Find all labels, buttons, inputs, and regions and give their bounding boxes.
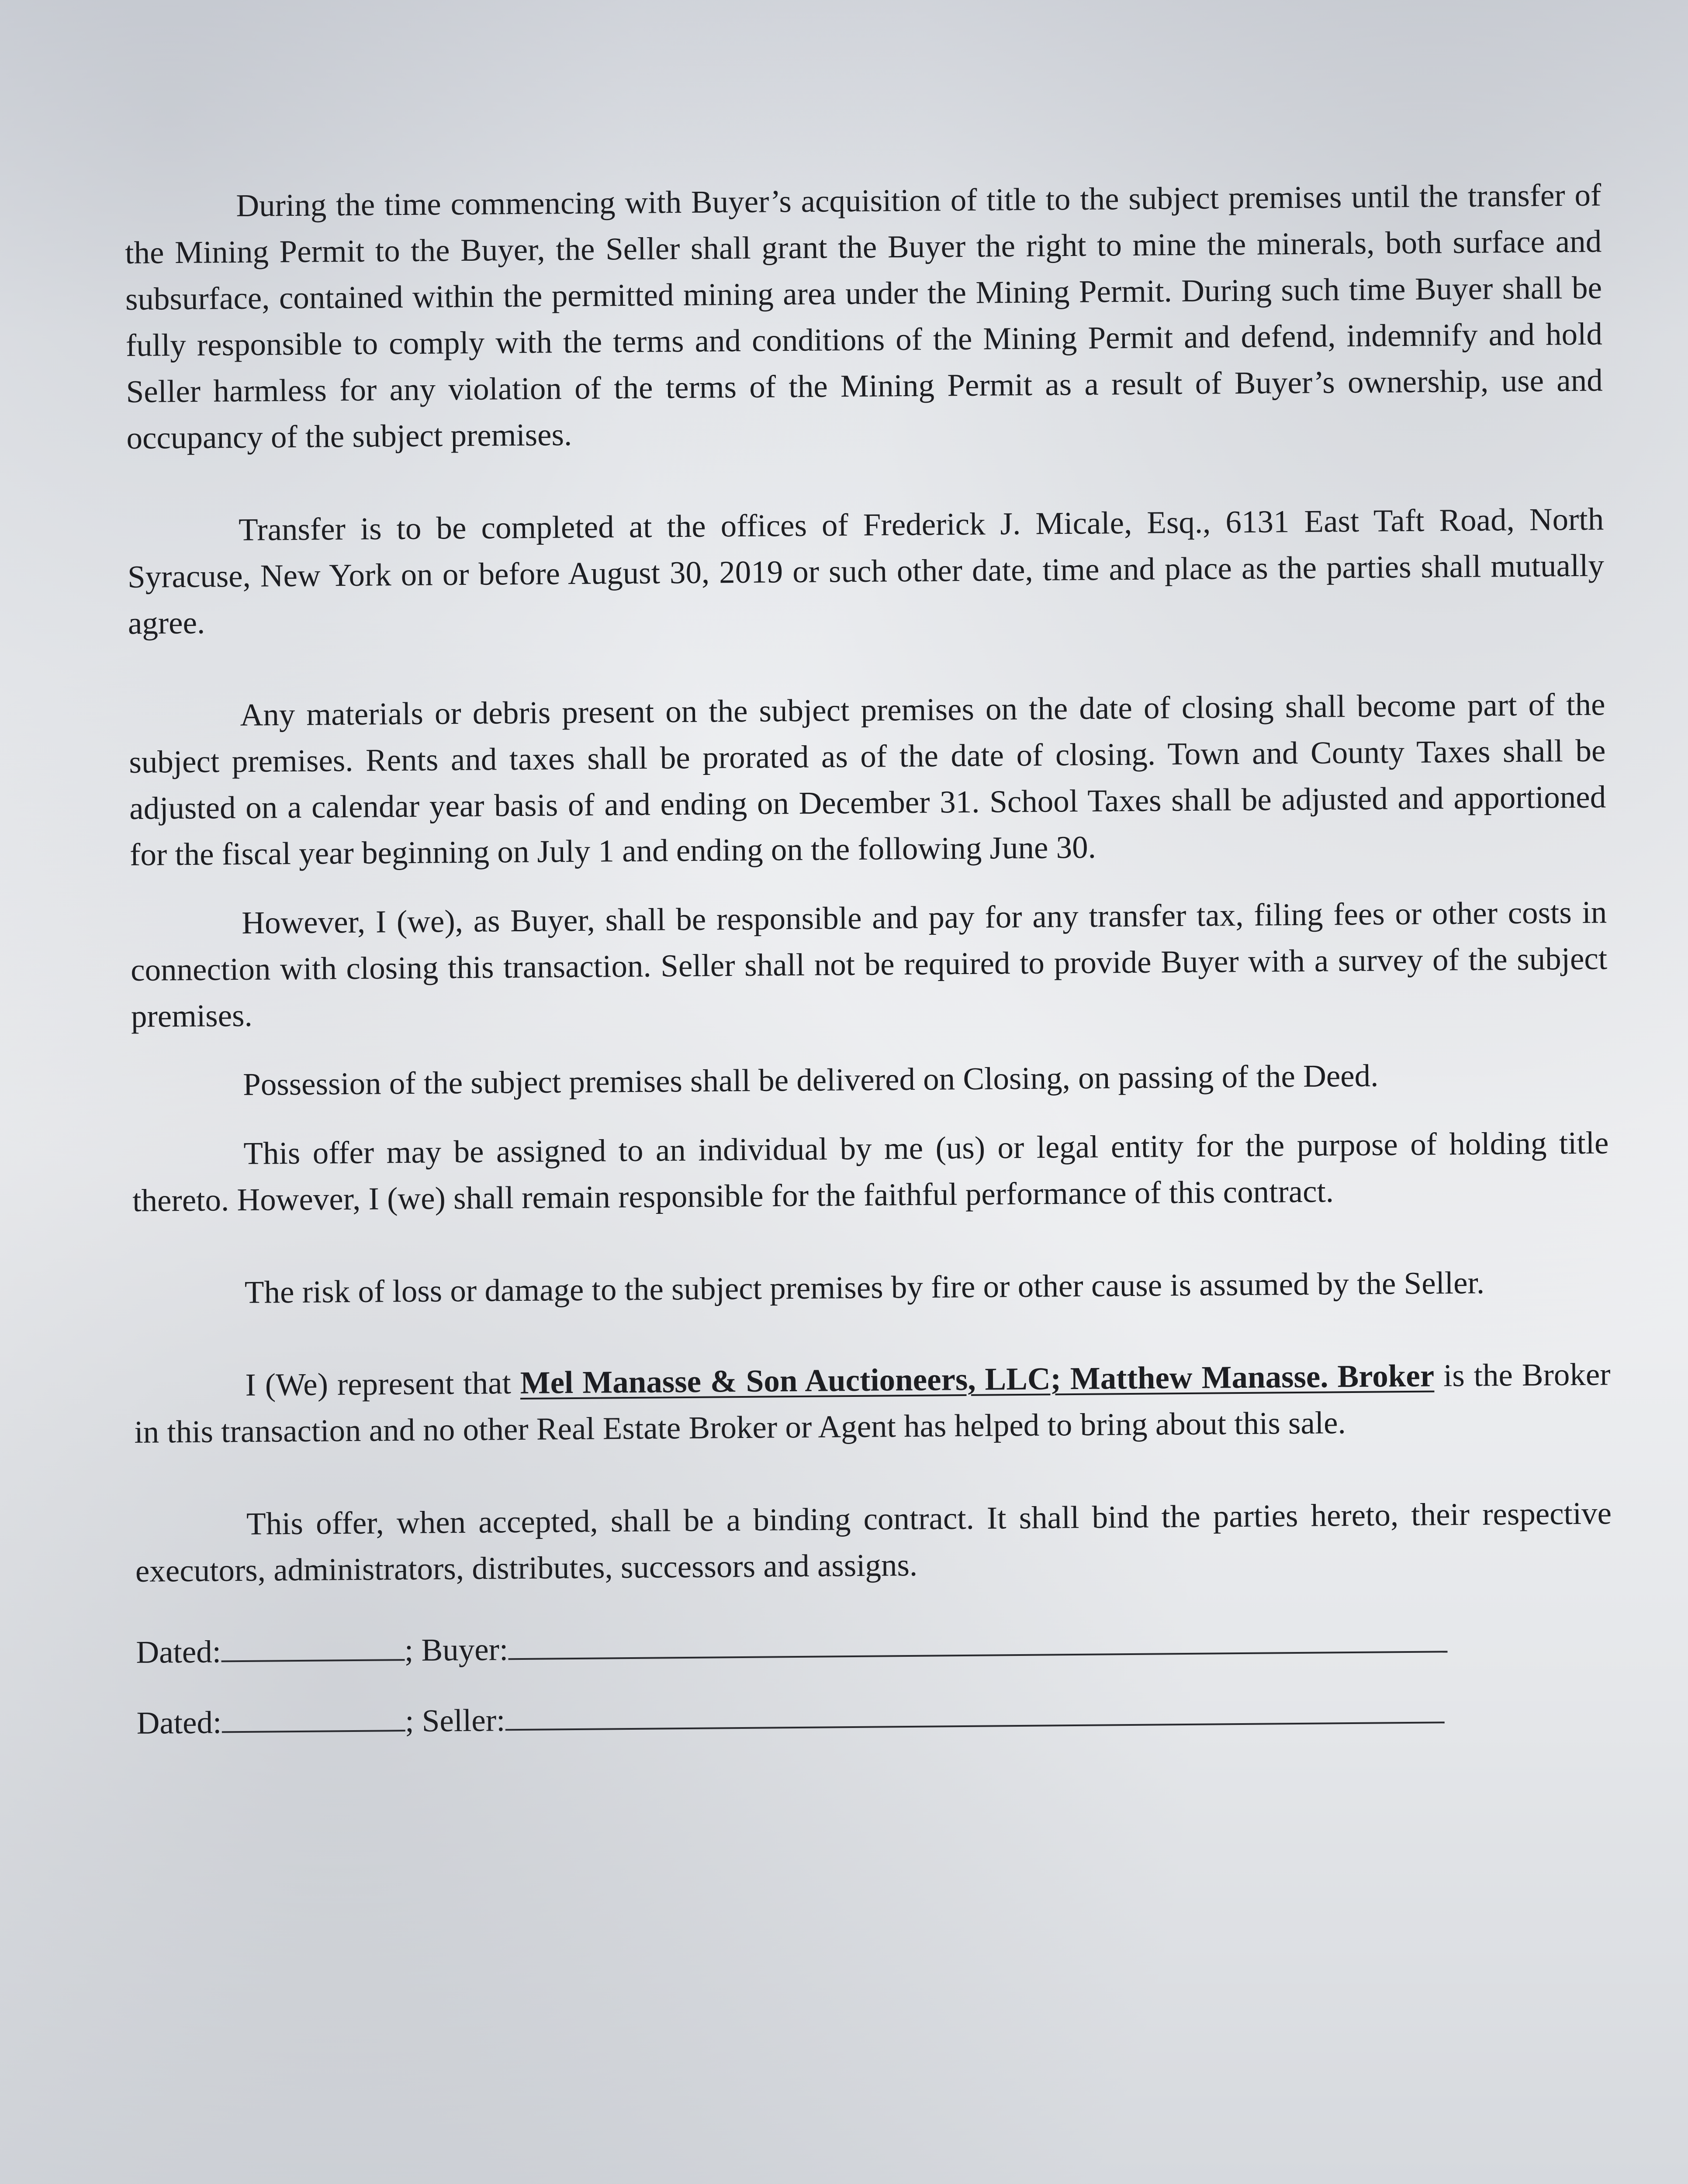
binding-contract-paragraph: This offer, when accepted, shall be a binding contract. It shall bind the parties hereto, their respective executors, administrators, distributes, successors and assigns. (135, 1495, 1612, 1589)
taxes-paragraph: Any materials or debris present on the subject premises on the date of closing shall become part of the subject premises. Rents and taxes shall be prorated as of the date of closing. Town and County Taxes shall be adjusted on a calendar year basis of and ending on December 31. School Taxes shall be adjusted and apportioned for the fiscal year beginning on July 1 and ending on the following June 30. (129, 686, 1606, 872)
seller-signature-row (136, 1688, 1613, 1746)
seller-date-line[interactable] (221, 1704, 405, 1733)
broker-suffix: is the Broker in this transaction and no other Real Estate Broker or Agent has helped to bring about this sale. (134, 1356, 1611, 1450)
seller-dated-label: Dated: (136, 1704, 222, 1741)
transfer-costs-paragraph: However, I (we), as Buyer, shall be responsible and pay for any transfer tax, filing fees or other costs in connection with closing this transaction. Seller shall not be required to provide Buyer with a survey of the subject premises. (130, 894, 1608, 1034)
broker-prefix: I (We) represent that (245, 1365, 521, 1403)
risk-of-loss-paragraph: The risk of loss or damage to the subject premises by fire or other cause is assumed by the Seller. (244, 1265, 1485, 1310)
seller-signature-line[interactable] (505, 1695, 1444, 1731)
seller-label: ; Seller: (405, 1702, 505, 1739)
contract-body (125, 172, 1613, 1770)
mining-permit-paragraph: During the time commencing with Buyer’s acquisition of title to the subject premises until the transfer of the Mining Permit to the Buyer, the Seller shall grant the Buyer the right to mine the minerals, both surface and subsurface, contained within the permitted mining area under the Mining Permit. During such time Buyer shall be fully responsible to comply with the terms and conditions of the Mining Permit and defend, indemnify and hold Seller harmless for any violation of the terms of the Mining Permit as a result of Buyer’s ownership, use and occupancy of the subject premises. (125, 177, 1603, 456)
buyer-signature-row (136, 1617, 1613, 1676)
broker-paragraph (134, 1351, 1611, 1455)
buyer-signature-line[interactable] (508, 1624, 1447, 1660)
transfer-location-paragraph: Transfer is to be completed at the offices of Frederick J. Micale, Esq., 6131 East Taft Road, North Syracuse, New York on or before August 30, 2019 or such other date, time and place as the parties shall mutually agree. (127, 501, 1605, 641)
buyer-dated-label: Dated: (136, 1634, 221, 1670)
buyer-label: ; Buyer: (404, 1631, 508, 1668)
assignment-paragraph: This offer may be assigned to an individual by me (us) or legal entity for the purpose of holding title thereto. However, I (we) shall remain responsible for the faithful performance of this contract. (132, 1125, 1609, 1218)
broker-name: Mel Manasse & Son Auctioneers, LLC; Matthew Manasse. Broker (520, 1358, 1435, 1400)
possession-paragraph: Possession of the subject premises shall be delivered on Closing, on passing of the Deed. (242, 1057, 1379, 1102)
buyer-date-line[interactable] (221, 1633, 405, 1662)
